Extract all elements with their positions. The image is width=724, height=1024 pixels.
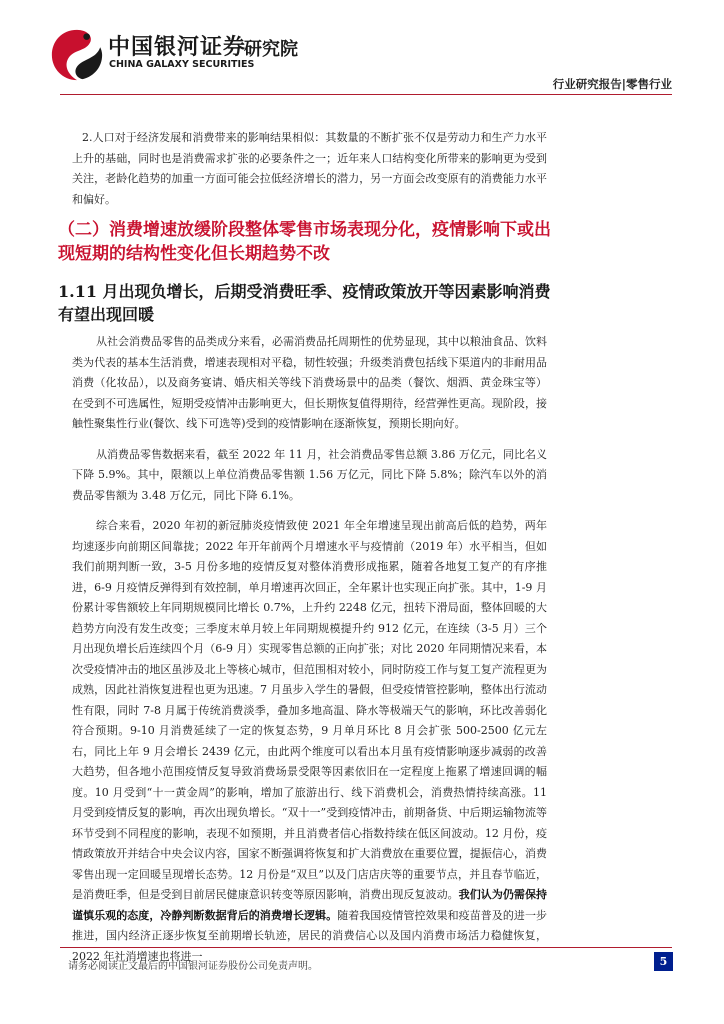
- paragraph-categories: 从社会消费品零售的品类成分来看，必需消费品托周期性的优势显现，其中以粮油食品、饮料类为代表的基本生活消费，增速表现相对平稳，韧性较强；升级类消费包括线下渠道内的非耐用品消费（化妆品），以及商务宴请、婚庆相关等线下消费场景中的品类（餐饮、烟酒、黄金珠宝等）在受到不可选属性，短期受疫情冲击影响更大，但长期恢复值得期待，经营弹性更高。现阶段，接触性聚集性行业(餐饮、线下可选等)受到的疫情影响在逐渐恢复，预期长期向好。: [72, 335, 547, 430]
- paragraph-population: 2.人口对于经济发展和消费带来的影响结果相似：其数量的不断扩张不仅是劳动力和生产力水平上升的基础，同时也是消费需求扩张的必要条件之一；近年来人口结构变化所带来的影响更为受到关注，老龄化趋势的加重一方面可能会拉低经济增长的潜力，另一方面会改变原有的消费能力水平和偏好。: [72, 131, 547, 206]
- footer-disclaimer: 请务必阅读正文最后的中国银河证券股份公司免责声明。: [68, 961, 318, 972]
- institute-label: 研究院: [244, 39, 298, 60]
- subsection-heading: 1.11 月出现负增长，后期受消费旺季、疫情政策放开等因素影响消费有望出现回暖: [58, 282, 551, 324]
- brand-name-en: CHINA GALAXY SECURITIES: [109, 59, 255, 70]
- overview-text-cont: 随着我国疫情管控效果和疫苗普及的进一步推进，国内经济正逐步恢复至前期增长轨迹，居民的消费信心以及国内消费市场活力稳健恢复，2022 年社消增速也将进一: [72, 908, 548, 963]
- brand-name-cn: 中国银河证券: [108, 35, 247, 60]
- page-header: [0, 0, 724, 100]
- intro-block: [72, 128, 547, 210]
- header-divider: [60, 94, 672, 95]
- section-heading: （二）消费增速放缓阶段整体零售市场表现分化，疫情影响下或出现短期的结构性变化但长期趋势不改: [58, 220, 551, 264]
- overview-emphasis: 我们认为仍需保持谨慎乐观的态度，冷静判断数据背后的消费增长逻辑。: [72, 888, 548, 922]
- overview-text: 综合来看，2020 年初的新冠肺炎疫情致使 2021 年全年增速呈现出前高后低的趋势，两年均速逐步向前期区间靠拢；2022 年开年前两个月增速水平与疫情前（2019 年）水平相当，但如我们前期判断一致，3-5 月份多地的疫情反复对整体消费形成拖累，随着各地复工复产的有序推进，6-9 月疫情反弹得到有效控制，单月增速再次回正，全年累计也实现正向扩张。其中，1-9 月份累计零售额较上年同期规模同比增长 0.7%，上升约 2248 亿元，扭转下滑局面，整体回暖的大趋势方向没有发生改变；三季度末单月较上年同期规模提升约 912 亿元，在连续（3-5 月）三个月出现负增长后连续四个月（6-9 月）实现零售总额的正向扩张；对比 2020 年同期情况来看，本次受疫情冲击的地区虽涉及北上等核心城市，但范围相对较小，同时防疫工作与复工复产流程更为成熟，因此社消恢复进程也更为迅速。7 月虽步入学生的暑假，但受疫情管控影响，整体出行流动性有限，同时 7-8 月属于传统消费淡季，叠加多地高温、降水等极端天气的影响，环比改善弱化符合预期。9-10 月消费延续了一定的恢复态势，9 月单月环比 8 月会扩张 500-2500 亿元左右，同比上年 9 月会增长 2439 亿元，由此两个维度可以看出本月虽有疫情影响逐步减弱的改善大趋势，但各地小范围疫情反复导致消费场景受限等因素依旧在一定程度上拖累了增速回调的幅度。10 月受到“十一黄金周”的影响，增加了旅游出行、线下消费机会，消费热情持续高涨。11 月受到疫情反复的影响，再次出现负增长。“双十一”受到疫情冲击，前期备货、中后期运输物流等环节受到不同程度的影响，表现不如预期，并且消费者信心指数持续在低区间波动。12 月份，疫情政策放开并结合中央会议内容，国家不断强调将恢复和扩大消费放在重要位置，提振信心，消费零售出现一定回暖呈现增长态势。12 月份是“双旦”以及门店店庆等的重要节点，并且春节临近，是消费旺季，但是受到目前居民健康意识转变等原因影响，消费出现反复波动。: [72, 519, 547, 901]
- main-body: [72, 332, 547, 967]
- report-type-label: 行业研究报告|零售行业: [552, 77, 672, 91]
- paragraph-retail-data: 从消费品零售数据来看，截至 2022 年 11 月，社会消费品零售总额 3.86 万亿元，同比名义下降 5.9%。其中，限额以上单位消费品零售额 1.56 万亿元，同比下降 5.8%；除汽车以外的消费品零售额为 3.48 万亿元，同比下降 6.1%。: [72, 447, 547, 502]
- page-number-badge: 5: [654, 952, 673, 971]
- footer-divider: [60, 947, 672, 948]
- paragraph-overview: [72, 516, 547, 967]
- galaxy-swirl-logo-icon: [48, 26, 106, 84]
